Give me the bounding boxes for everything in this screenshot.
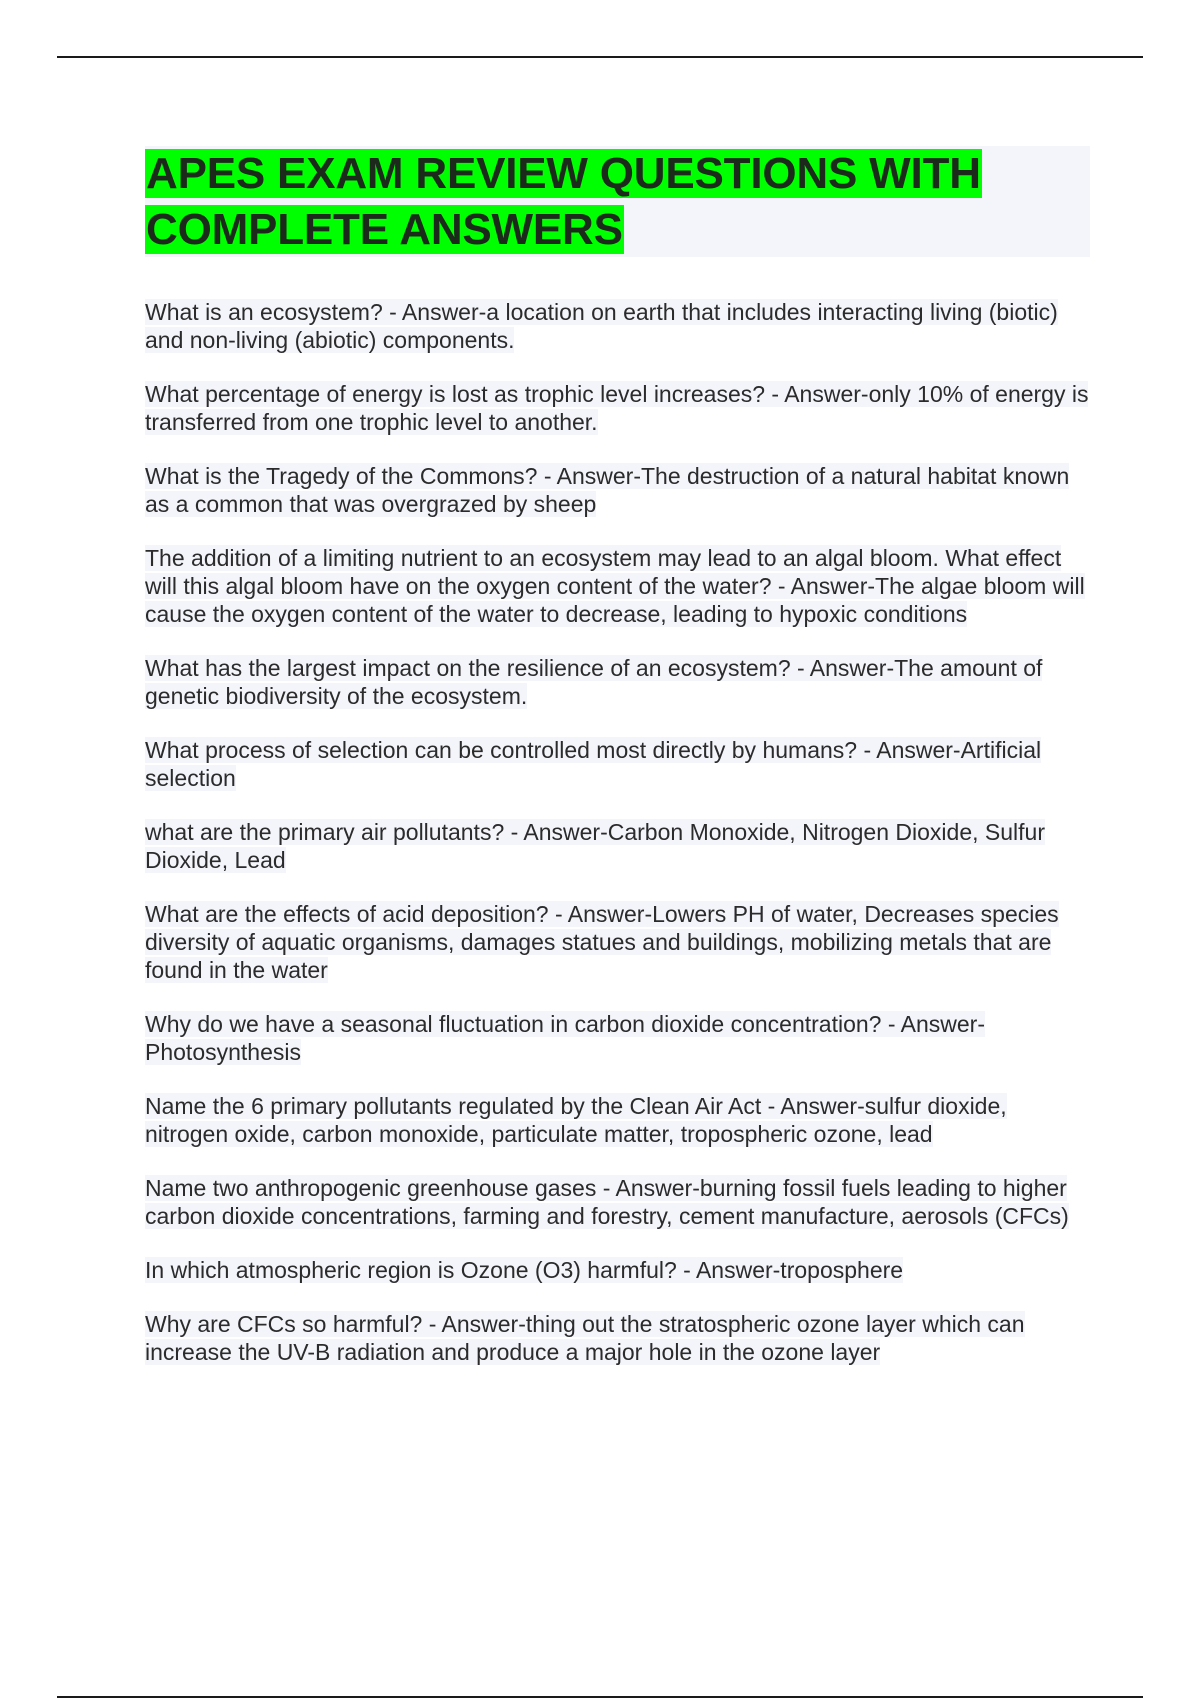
qa-item bbox=[145, 1010, 1090, 1066]
qa-text: Why are CFCs so harmful? - Answer-thing out the stratospheric ozone layer which can increase the UV-B radiation and produce a major hole in the ozone layer bbox=[145, 1311, 1025, 1365]
qa-item bbox=[145, 1174, 1090, 1230]
footer-rule bbox=[57, 1696, 1143, 1698]
qa-text: Name two anthropogenic greenhouse gases - Answer-burning fossil fuels leading to higher carbon dioxide concentrations, farming and forestry, cement manufacture, aerosols (CFCs) bbox=[145, 1175, 1069, 1229]
qa-item bbox=[145, 1092, 1090, 1148]
qa-item bbox=[145, 298, 1090, 354]
qa-text: What are the effects of acid deposition? - Answer-Lowers PH of water, Decreases species diversity of aquatic organisms, damages statues and buildings, mobilizing metals that are found in the water bbox=[145, 901, 1059, 983]
qa-item bbox=[145, 654, 1090, 710]
title-line-1: APES EXAM REVIEW QUESTIONS WITH bbox=[146, 149, 981, 198]
qa-text: Why do we have a seasonal fluctuation in carbon dioxide concentration? - Answer-Photosynthesis bbox=[145, 1011, 985, 1065]
qa-text: The addition of a limiting nutrient to an ecosystem may lead to an algal bloom. What effect will this algal bloom have on the oxygen content of the water? - Answer-The algae bloom will cause the oxygen content of the water to decrease, leading to hypoxic conditions bbox=[145, 545, 1085, 627]
qa-text: What is the Tragedy of the Commons? - Answer-The destruction of a natural habitat known as a common that was overgrazed by sheep bbox=[145, 463, 1070, 517]
title-block bbox=[145, 146, 1090, 257]
qa-list bbox=[145, 298, 1090, 1366]
qa-item bbox=[145, 1256, 1090, 1284]
title-line-2: COMPLETE ANSWERS bbox=[146, 205, 623, 254]
qa-text: Name the 6 primary pollutants regulated by the Clean Air Act - Answer-sulfur dioxide, nitrogen oxide, carbon monoxide, particulate matter, tropospheric ozone, lead bbox=[145, 1093, 1007, 1147]
qa-text: What process of selection can be controlled most directly by humans? - Answer-Artificial selection bbox=[145, 737, 1042, 791]
qa-text: What has the largest impact on the resilience of an ecosystem? - Answer-The amount of genetic biodiversity of the ecosystem. bbox=[145, 655, 1043, 709]
document-title bbox=[145, 146, 1090, 258]
document-body bbox=[145, 146, 1090, 1392]
qa-item bbox=[145, 818, 1090, 874]
qa-text: In which atmospheric region is Ozone (O3) harmful? - Answer-troposphere bbox=[145, 1257, 904, 1283]
qa-text: what are the primary air pollutants? - Answer-Carbon Monoxide, Nitrogen Dioxide, Sulfur Dioxide, Lead bbox=[145, 819, 1045, 873]
qa-item bbox=[145, 736, 1090, 792]
qa-text: What is an ecosystem? - Answer-a location on earth that includes interacting living (biotic) and non-living (abiotic) components. bbox=[145, 299, 1058, 353]
qa-item bbox=[145, 462, 1090, 518]
qa-item bbox=[145, 380, 1090, 436]
qa-text: What percentage of energy is lost as trophic level increases? - Answer-only 10% of energy is transferred from one trophic level to another. bbox=[145, 381, 1089, 435]
qa-item bbox=[145, 900, 1090, 984]
qa-item bbox=[145, 544, 1090, 628]
qa-item bbox=[145, 1310, 1090, 1366]
header-rule bbox=[57, 56, 1143, 58]
